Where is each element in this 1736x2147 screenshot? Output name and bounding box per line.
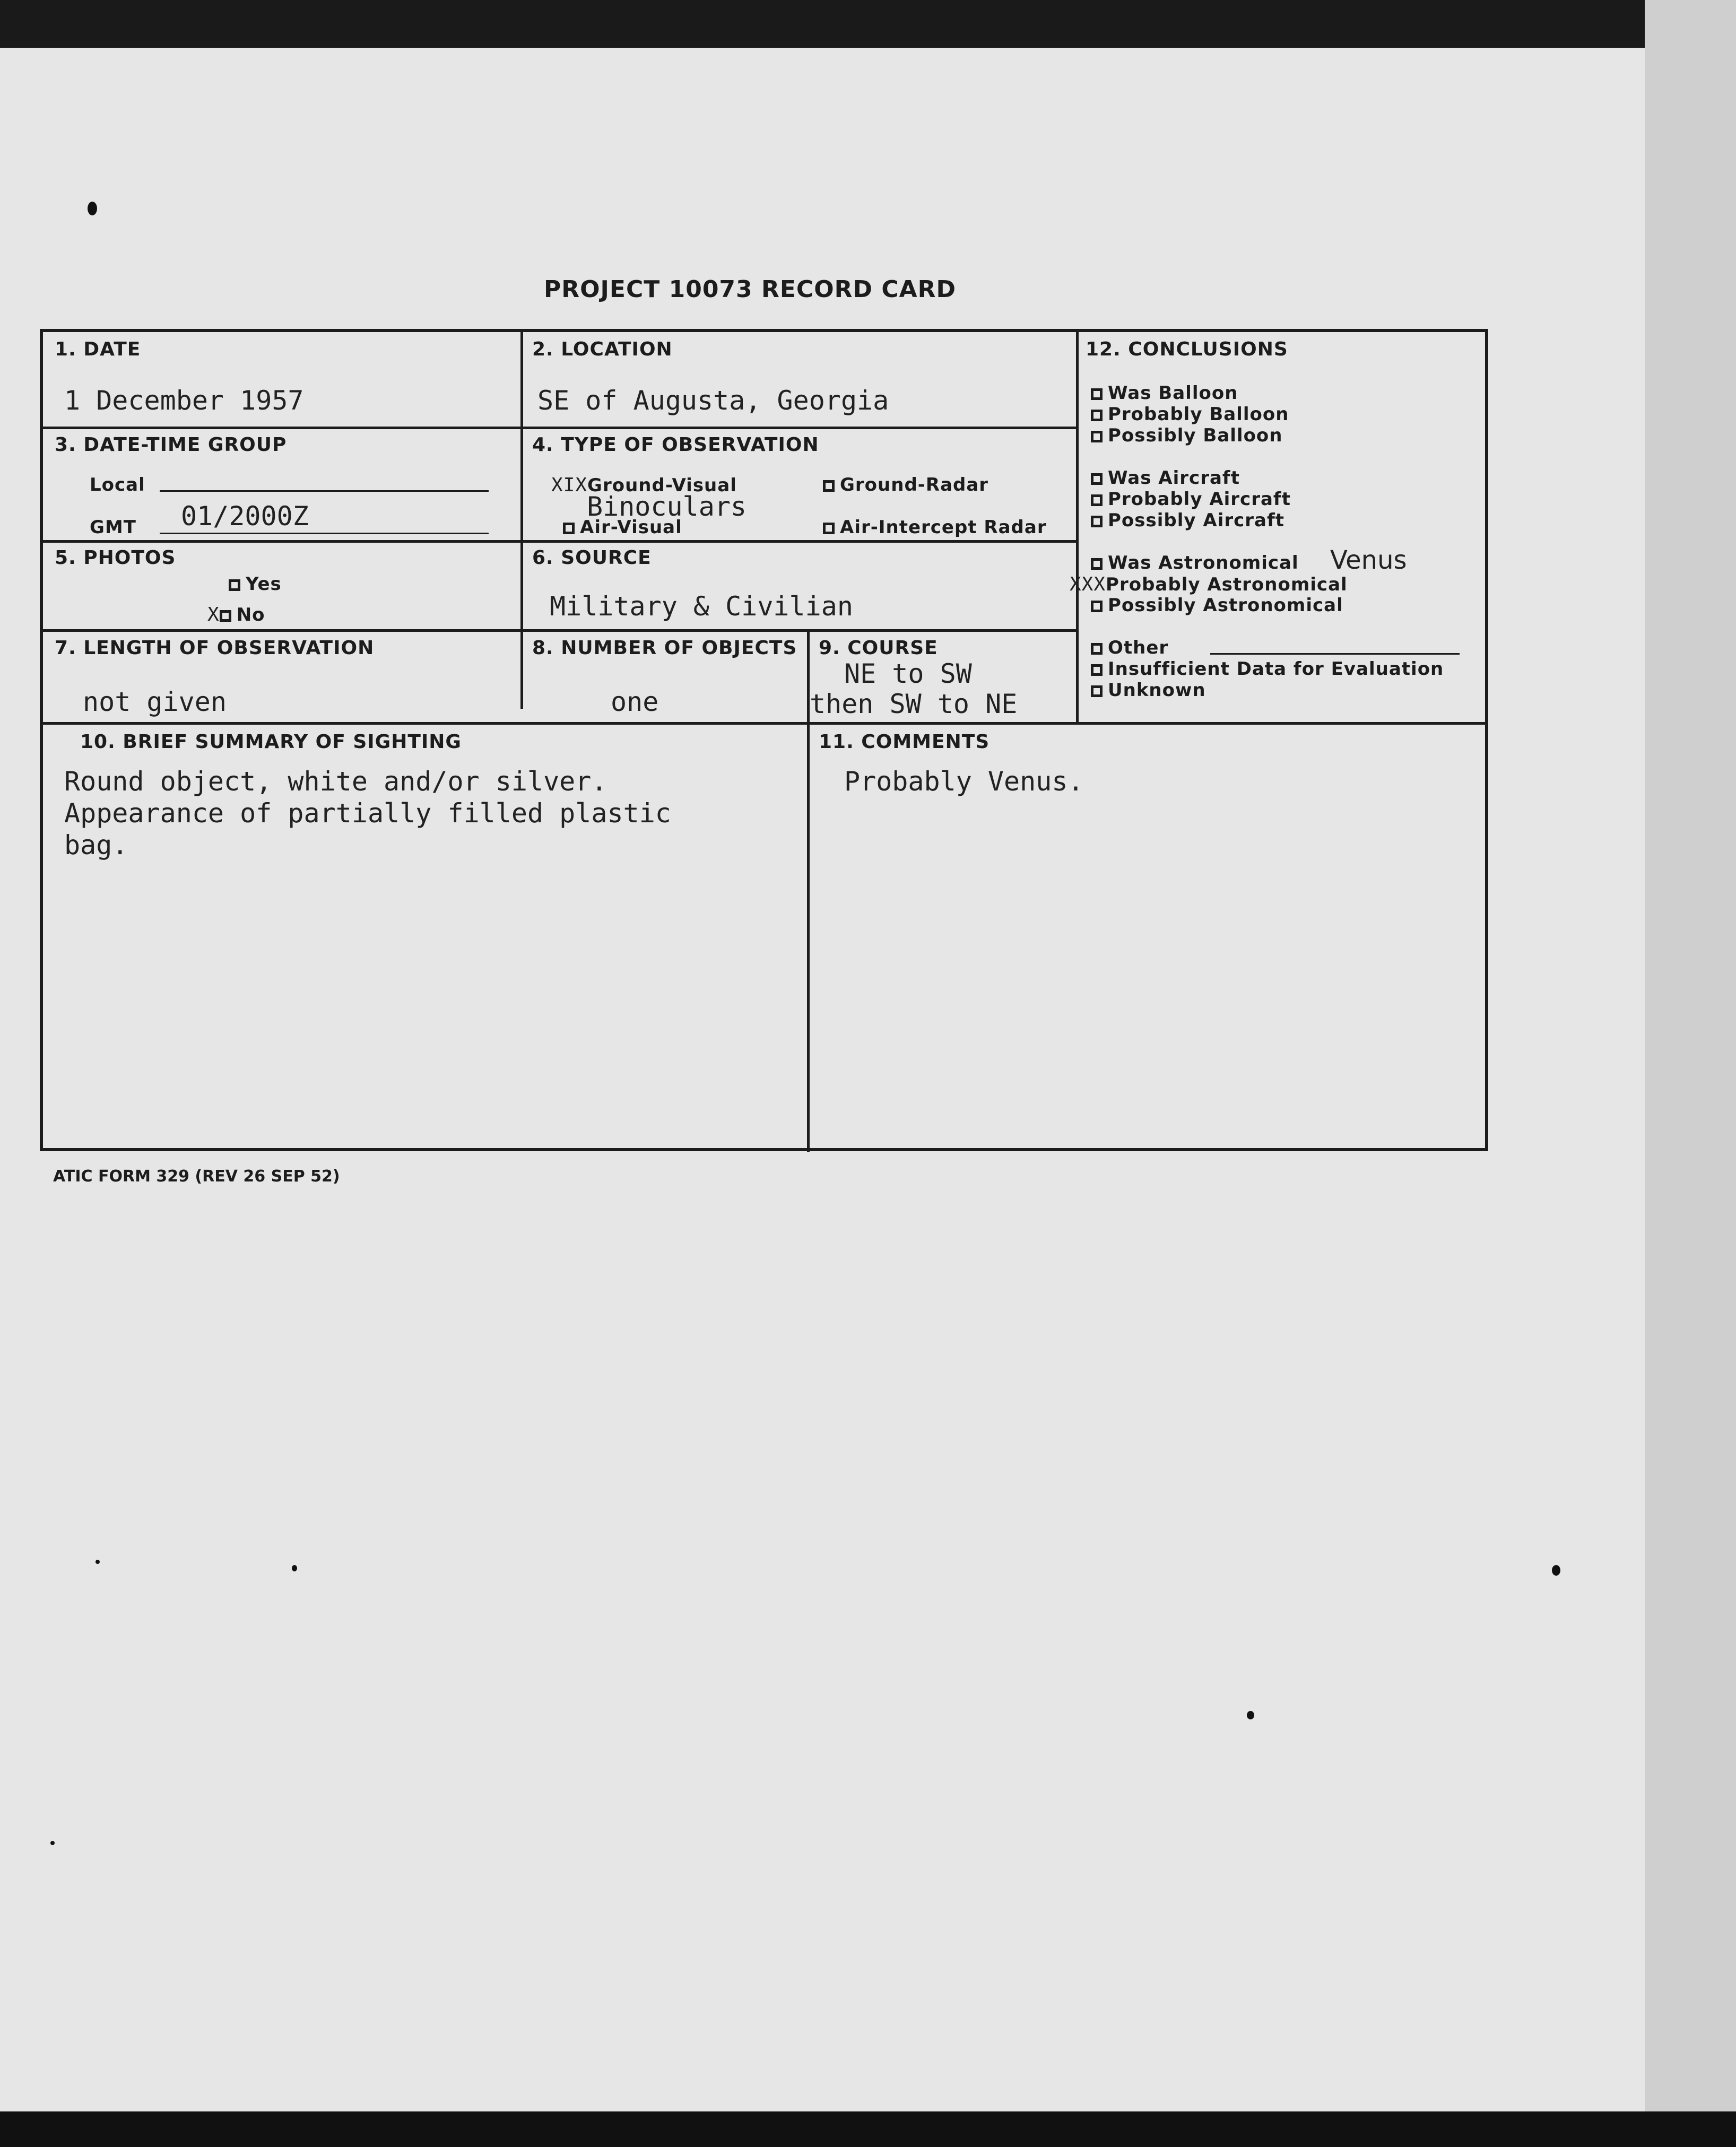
conclusion-other [1091,637,1168,658]
local-label: Local [90,474,145,496]
conclusion-text: Possibly Balloon [1108,425,1283,446]
conclusion-possibly-astronomical [1091,595,1343,616]
conclusion-text: Was Aircraft [1108,467,1240,489]
record-card [40,329,1488,1151]
conclusion-text: Probably Astronomical [1106,574,1348,595]
grid-line [43,629,1076,632]
date-value: 1 December 1957 [64,385,304,416]
scan-border [0,2111,1736,2147]
summary-line-1: Round object, white and/or silver. [64,766,607,797]
conclusion-possibly-aircraft [1091,510,1284,531]
ground-visual-text: Ground-Visual [587,475,737,496]
conclusion-insufficient [1091,658,1444,680]
photos-label: 5. PHOTOS [55,547,176,569]
conclusion-text: Possibly Aircraft [1108,510,1285,531]
checkbox-icon [229,579,240,591]
photos-yes-text: Yes [246,573,282,595]
photos-no-option [207,604,265,625]
checkbox-icon [1091,473,1103,485]
course-line2: then SW to NE [810,689,1018,719]
location-value: SE of Augusta, Georgia [537,385,889,416]
checkbox-icon [1091,664,1103,676]
gmt-value: 01/2000Z [181,501,309,532]
checkbox-icon [1091,388,1103,400]
air-intercept-option [823,517,1047,538]
venus-note: Venus [1330,545,1407,575]
summary-line-2: Appearance of partially filled plastic [64,798,671,829]
objects-label: 8. NUMBER OF OBJECTS [532,637,797,659]
conclusions-label: 12. CONCLUSIONS [1086,338,1288,360]
checkbox-icon [1091,431,1103,442]
course-label: 9. COURSE [819,637,938,659]
summary-line-3: bag. [64,830,128,860]
location-label: 2. LOCATION [532,338,673,360]
grid-line [520,332,523,709]
speck [88,202,97,215]
conclusion-probably-balloon [1091,404,1289,425]
ground-radar-text: Ground-Radar [840,474,989,496]
gmt-line [160,533,489,534]
checkbox-icon [1091,410,1103,421]
air-visual-text: Air-Visual [580,517,682,538]
checkbox-icon [1091,685,1103,697]
checkbox-icon [1091,601,1103,612]
length-label: 7. LENGTH OF OBSERVATION [55,637,375,659]
probably-astronomical-mark: XXX [1070,573,1106,595]
speck [1247,1711,1254,1719]
checkbox-icon [823,480,835,492]
conclusion-text: Probably Balloon [1108,404,1289,425]
checkbox-icon [1091,643,1103,655]
observation-type-label: 4. TYPE OF OBSERVATION [532,434,819,456]
photos-no-text: No [236,604,265,625]
ground-visual-mark: XIX [551,474,588,496]
grid-line [43,540,1076,543]
other-line [1210,653,1460,655]
length-value: not given [83,686,227,717]
conclusion-text: Was Astronomical [1108,552,1299,573]
checkbox-icon [220,610,231,622]
photos-yes-option [229,573,282,595]
conclusion-probably-astronomical [1070,573,1348,595]
grid-line [43,722,1485,725]
form-footer: ATIC FORM 329 (REV 26 SEP 52) [53,1167,340,1186]
local-line [160,490,489,492]
conclusion-text: Insufficient Data for Evaluation [1108,658,1444,680]
ground-radar-option [823,474,988,496]
checkbox-icon [563,523,575,534]
checkbox-icon [1091,494,1103,506]
conclusion-possibly-balloon [1091,425,1283,446]
air-intercept-text: Air-Intercept Radar [840,517,1047,538]
conclusion-was-aircraft [1091,467,1240,489]
conclusion-text: Unknown [1108,680,1206,701]
conclusion-was-astronomical [1091,552,1299,573]
comments-value: Probably Venus. [844,766,1084,797]
air-visual-option [563,517,682,538]
page-edge [1645,0,1736,2147]
checkbox-icon [1091,516,1103,527]
photos-no-mark: X [207,604,220,625]
conclusion-text: Possibly Astronomical [1108,595,1343,616]
source-value: Military & Civilian [550,591,853,622]
conclusion-text: Probably Aircraft [1108,489,1291,510]
card-title: PROJECT 10073 RECORD CARD [544,276,957,303]
speck [1552,1565,1560,1576]
grid-line [1076,332,1079,725]
objects-value: one [611,686,659,717]
comments-label: 11. COMMENTS [819,731,990,753]
conclusion-unknown [1091,680,1206,701]
date-label: 1. DATE [55,338,141,360]
gmt-label: GMT [90,517,136,538]
speck [292,1565,297,1571]
datetime-label: 3. DATE-TIME GROUP [55,434,287,456]
checkbox-icon [1091,558,1103,570]
course-line1: NE to SW [844,658,972,689]
binoculars-note: Binoculars [587,491,747,522]
conclusion-probably-aircraft [1091,489,1291,510]
conclusion-text: Was Balloon [1108,383,1238,404]
speck [50,1841,55,1845]
checkbox-icon [823,523,835,534]
conclusion-text: Other [1108,637,1169,658]
summary-label: 10. BRIEF SUMMARY OF SIGHTING [80,731,462,753]
source-label: 6. SOURCE [532,547,652,569]
conclusion-was-balloon [1091,383,1238,404]
grid-line [43,427,1076,429]
speck [96,1560,100,1564]
